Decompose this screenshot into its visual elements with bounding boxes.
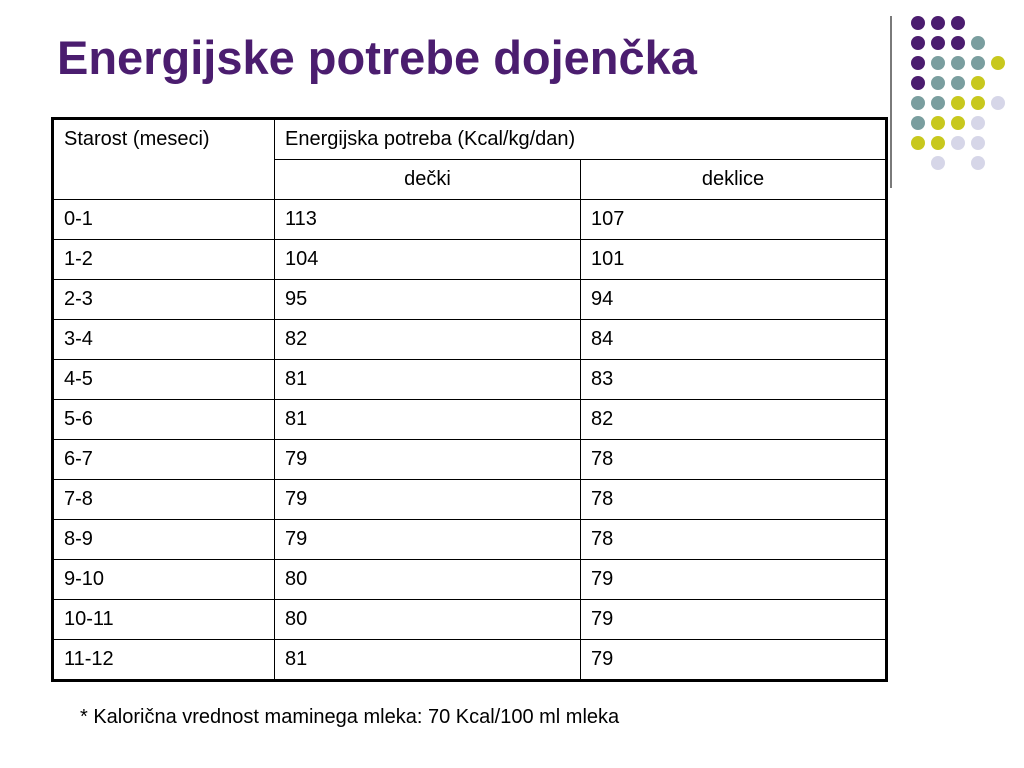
table-row [53,280,887,320]
decorative-dot [911,96,925,110]
decorative-dot [971,76,985,90]
decorative-dot [911,16,925,30]
decorative-dot [951,36,965,50]
decorative-dot [971,96,985,110]
decorative-dot [951,96,965,110]
decorative-dot [971,36,985,50]
age-cell: 3-4 [53,320,275,360]
girls-value-cell: 82 [581,400,887,440]
decorative-dot [931,36,945,50]
decorative-dot-grid [900,10,1010,170]
decorative-dot [991,56,1005,70]
age-column-header: Starost (meseci) [53,119,275,200]
decorative-dot [911,136,925,150]
decorative-dot [991,96,1005,110]
girls-value-cell: 79 [581,560,887,600]
table-row [53,560,887,600]
table-row [53,320,887,360]
age-cell: 11-12 [53,640,275,681]
table-row [53,200,887,240]
boys-value-cell: 81 [275,640,581,681]
age-cell: 6-7 [53,440,275,480]
footnote: * Kalorična vrednost maminega mleka: 70 Kcal/100 ml mleka [80,706,620,728]
table-header-row [53,119,887,160]
girls-value-cell: 107 [581,200,887,240]
boys-value-cell: 79 [275,480,581,520]
boys-value-cell: 113 [275,200,581,240]
decorative-dot [931,96,945,110]
decorative-dot [951,56,965,70]
boys-value-cell: 80 [275,560,581,600]
decorative-dot [951,16,965,30]
boys-column-header: dečki [275,160,581,200]
age-cell: 7-8 [53,480,275,520]
girls-value-cell: 79 [581,640,887,681]
age-cell: 1-2 [53,240,275,280]
age-cell: 5-6 [53,400,275,440]
decorative-dot [951,116,965,130]
decorative-dot [951,76,965,90]
table-row [53,440,887,480]
age-cell: 9-10 [53,560,275,600]
girls-column-header: deklice [581,160,887,200]
girls-value-cell: 83 [581,360,887,400]
girls-value-cell: 78 [581,480,887,520]
decorative-dot [911,56,925,70]
decorative-dot [931,136,945,150]
girls-value-cell: 84 [581,320,887,360]
decorative-dot [911,76,925,90]
energy-column-header: Energijska potreba (Kcal/kg/dan) [275,119,887,160]
boys-value-cell: 81 [275,360,581,400]
decorative-dot [911,36,925,50]
decorative-dot [971,56,985,70]
table-row [53,360,887,400]
boys-value-cell: 82 [275,320,581,360]
age-cell: 0-1 [53,200,275,240]
boys-value-cell: 80 [275,600,581,640]
age-cell: 8-9 [53,520,275,560]
boys-value-cell: 81 [275,400,581,440]
decorative-dot [971,116,985,130]
age-cell: 2-3 [53,280,275,320]
decorative-dot [931,156,945,170]
boys-value-cell: 95 [275,280,581,320]
decorative-dot [931,16,945,30]
boys-value-cell: 79 [275,520,581,560]
girls-value-cell: 78 [581,440,887,480]
decorative-dot [951,136,965,150]
decorative-dot [911,116,925,130]
table-row [53,480,887,520]
decorative-dot [931,116,945,130]
decorative-divider-line [890,16,892,188]
boys-value-cell: 79 [275,440,581,480]
girls-value-cell: 78 [581,520,887,560]
slide-title: Energijske potrebe dojenčka [57,31,697,84]
decorative-dot [971,136,985,150]
table-row [53,400,887,440]
table-row [53,640,887,681]
boys-value-cell: 104 [275,240,581,280]
girls-value-cell: 94 [581,280,887,320]
table-row [53,240,887,280]
decorative-dot [931,76,945,90]
table-row [53,600,887,640]
girls-value-cell: 101 [581,240,887,280]
age-cell: 4-5 [53,360,275,400]
age-cell: 10-11 [53,600,275,640]
girls-value-cell: 79 [581,600,887,640]
energy-needs-table [51,117,888,682]
decorative-dot [931,56,945,70]
decorative-dot [971,156,985,170]
table-row [53,520,887,560]
